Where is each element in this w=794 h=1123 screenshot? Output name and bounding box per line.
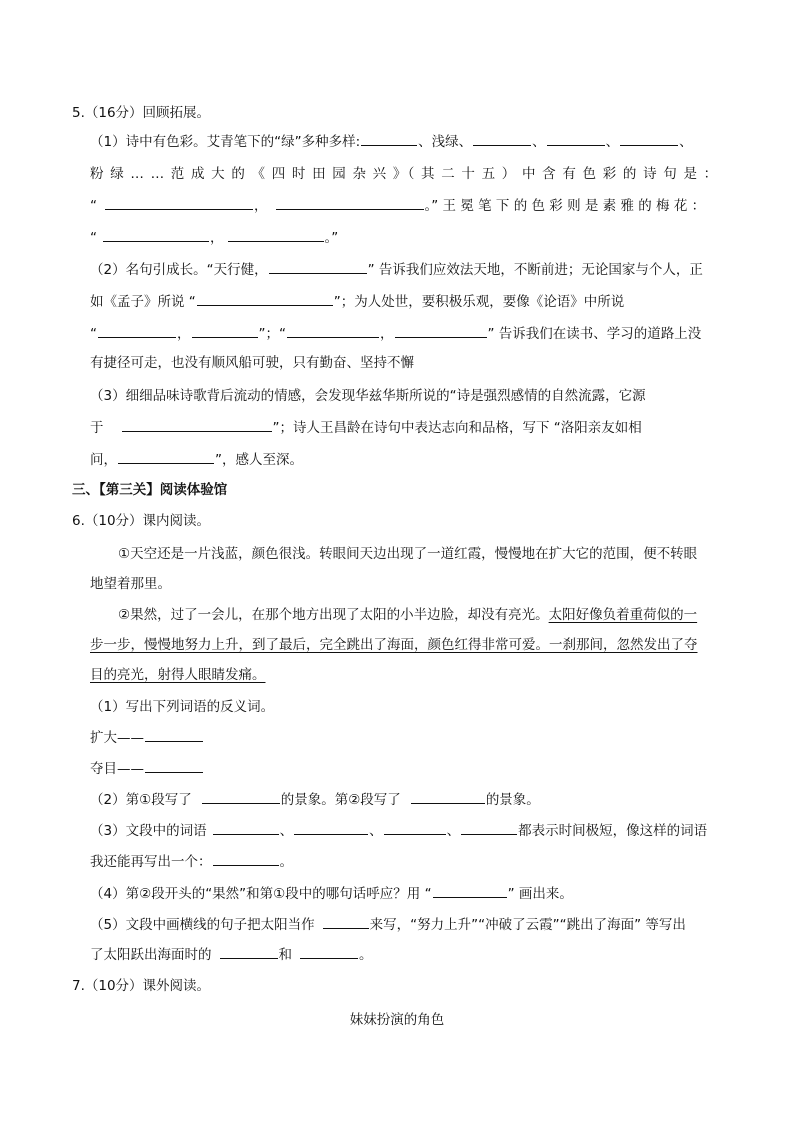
blank[interactable]: [269, 261, 367, 274]
blank[interactable]: [228, 229, 324, 242]
q6-sub1: （1）写出下列词语的反义词。: [90, 699, 275, 715]
q5-p3-text-b: 于: [90, 420, 104, 436]
blank[interactable]: [294, 822, 368, 835]
word-label: 夺目——: [90, 761, 144, 777]
q5-p2-text-h: ，: [380, 326, 394, 342]
q5-p1-line1: [90, 133, 693, 151]
blank[interactable]: [461, 822, 517, 835]
q6-passage-para2-line3: 目的亮光，射得人眼睛发痛。: [90, 667, 266, 683]
q5-p1-text-l: 。”: [324, 230, 339, 246]
section-title: 三、【第三关】阅读体验馆: [72, 482, 228, 498]
word-label: 扩大——: [90, 730, 144, 746]
q5-p1-text-i: 。” 王 冕 笔 下 的 色 彩 则 是 素 雅 的 梅 花 ：: [424, 198, 706, 214]
q5-p2-text-f: ，: [177, 326, 191, 342]
q7-header: 7.（10分）课外阅读。: [72, 978, 211, 994]
q6-sub3-line2: [90, 853, 293, 871]
q6-sub2: [90, 791, 540, 809]
q6-s5-text-c: 了太阳跃出海面时的: [90, 947, 212, 963]
blank[interactable]: [287, 325, 379, 338]
q5-p1-line2: 粉 绿 … … 范 成 大 的 《 四 时 田 园 杂 兴 》（ 其 二 十 五 ） 中 含 有 色 彩 的 诗 句 是 ：: [90, 166, 719, 182]
q6-para2-underlined: 太阳好像负着重荷似的一: [548, 607, 698, 623]
q6-s2-text-b: 的景象。第②段写了: [280, 792, 401, 808]
q5-p1-text-a: （1）诗中有色彩。艾青笔下的“绿”多种多样:: [90, 134, 361, 150]
blank[interactable]: [276, 197, 424, 210]
q6-sub1-word1: [90, 729, 204, 747]
blank[interactable]: [213, 853, 279, 866]
q5-p1-line4: [90, 229, 338, 247]
q6-sub1-word2: [90, 760, 204, 778]
q5-p3-text-d: 问，: [90, 452, 117, 468]
story-title: 妹妹扮演的角色: [349, 1012, 445, 1028]
q5-p1-text-k: ，: [210, 230, 224, 246]
q6-s5-text-e: 。: [359, 947, 373, 963]
q6-s5-text-b: 来写，“努力上升”“冲破了云霞”“跳出了海面” 等写出: [369, 917, 686, 933]
q5-p1-text-c: 、: [532, 134, 546, 150]
q5-p1-text-h: ，: [254, 198, 268, 214]
q6-s2-text-c: 的景象。: [485, 792, 540, 808]
blank[interactable]: [145, 760, 203, 773]
q6-s3-text-d: 、: [446, 823, 461, 839]
q5-p1-text-b: 、浅绿、: [418, 134, 473, 150]
q6-passage-para2-line1: [118, 606, 697, 624]
q6-sub4: [90, 885, 573, 903]
q6-s4-text-a: （4）第②段开头的“果然”和第①段中的哪句话呼应？用 “: [90, 886, 432, 902]
q5-p2-text-a: （2）名句引成长。“天行健，: [90, 262, 268, 278]
blank[interactable]: [202, 791, 280, 804]
q5-p2-text-e: “: [90, 326, 97, 342]
q5-p2-text-d: ”；为人处世，要积极乐观，要像《论语》中所说: [333, 294, 625, 310]
q5-p3-line1: （3）细细品味诗歌背后流动的情感，会发现华兹华斯所说的“诗是强烈感情的自然流露，它源: [90, 388, 646, 404]
q6-s3-text-g: 。: [279, 854, 293, 870]
q6-sub5-line2: [90, 946, 373, 964]
blank[interactable]: [300, 946, 358, 959]
q6-sub5-line1: [90, 916, 686, 934]
blank[interactable]: [98, 325, 176, 338]
blank[interactable]: [118, 451, 214, 464]
q5-header: 5.（16分）回顾拓展。: [72, 105, 211, 121]
blank[interactable]: [361, 133, 417, 146]
q5-p1-text-g: “: [90, 198, 97, 214]
blank[interactable]: [620, 133, 678, 146]
q6-passage-para1-line1: ①天空还是一片浅蓝，颜色很浅。转眼间天边出现了一道红霞，慢慢地在扩大它的范围，便不转眼: [118, 546, 698, 562]
q5-p2-text-i: ” 告诉我们在读书、学习的道路上没: [487, 326, 702, 342]
blank[interactable]: [220, 946, 278, 959]
blank[interactable]: [395, 325, 487, 338]
q5-p3-line2: [90, 419, 642, 437]
q5-p1-text-d: 、: [605, 134, 620, 150]
blank[interactable]: [433, 885, 507, 898]
q5-p2-line1: [90, 261, 703, 279]
q6-s4-text-b: ” 画出来。: [507, 886, 573, 902]
q5-p3-text-e: ”，感人至深。: [215, 452, 303, 468]
blank[interactable]: [197, 293, 333, 306]
blank[interactable]: [105, 197, 253, 210]
q5-p2-line4: 有捷径可走，也没有顺风船可驶，只有勤奋、坚持不懈: [90, 355, 414, 371]
blank[interactable]: [473, 133, 531, 146]
blank[interactable]: [323, 916, 369, 929]
q5-p2-text-c: 如《孟子》所说 “: [90, 294, 196, 310]
q6-s3-text-e: 都表示时间极短，像这样的词语: [518, 823, 708, 839]
blank[interactable]: [145, 729, 203, 742]
q5-p2-line3: [90, 325, 701, 343]
q6-s5-text-d: 和: [278, 947, 292, 963]
blank[interactable]: [213, 822, 279, 835]
blank[interactable]: [411, 791, 485, 804]
q6-s5-text-a: （5）文段中画横线的句子把太阳当作: [90, 917, 315, 933]
blank[interactable]: [122, 419, 272, 432]
blank[interactable]: [384, 822, 446, 835]
q6-s3-text-a: （3）文段中的词语: [90, 823, 207, 839]
q6-s3-text-c: 、: [369, 823, 383, 839]
q5-p1-text-j: “: [90, 230, 97, 246]
q5-p3-line3: [90, 451, 303, 469]
q6-s3-text-f: 我还能再写出一个：: [90, 854, 212, 870]
q5-p2-text-b: ” 告诉我们应效法天地，不断前进；无论国家与个人，正: [367, 262, 703, 278]
q6-passage-para1-line2: 地望着那里。: [90, 576, 171, 592]
q6-sub3-line1: [90, 822, 707, 840]
q6-s3-text-b: 、: [279, 823, 294, 839]
blank[interactable]: [103, 229, 209, 242]
q5-p1-text-e: 、: [679, 134, 693, 150]
q5-p2-line2: [90, 293, 624, 311]
q6-passage-para2-line2: 步一步，慢慢地努力上升，到了最后，完全跳出了海面，颜色红得非常可爱。一刹那间，忽然发出了夺: [90, 637, 698, 653]
q6-header: 6.（10分）课内阅读。: [72, 513, 211, 529]
blank[interactable]: [547, 133, 605, 146]
blank[interactable]: [192, 325, 258, 338]
q5-p3-text-c: ”；诗人王昌龄在诗句中表达志向和品格，写下 “洛阳亲友如相: [272, 420, 642, 436]
q5-p2-text-g: ”；“: [258, 326, 286, 342]
q5-p1-line3: [90, 197, 705, 215]
q6-s2-text-a: （2）第①段写了: [90, 792, 192, 808]
q6-para2-plain: ②果然，过了一会儿，在那个地方出现了太阳的小半边脸，却没有亮光。: [118, 607, 549, 623]
